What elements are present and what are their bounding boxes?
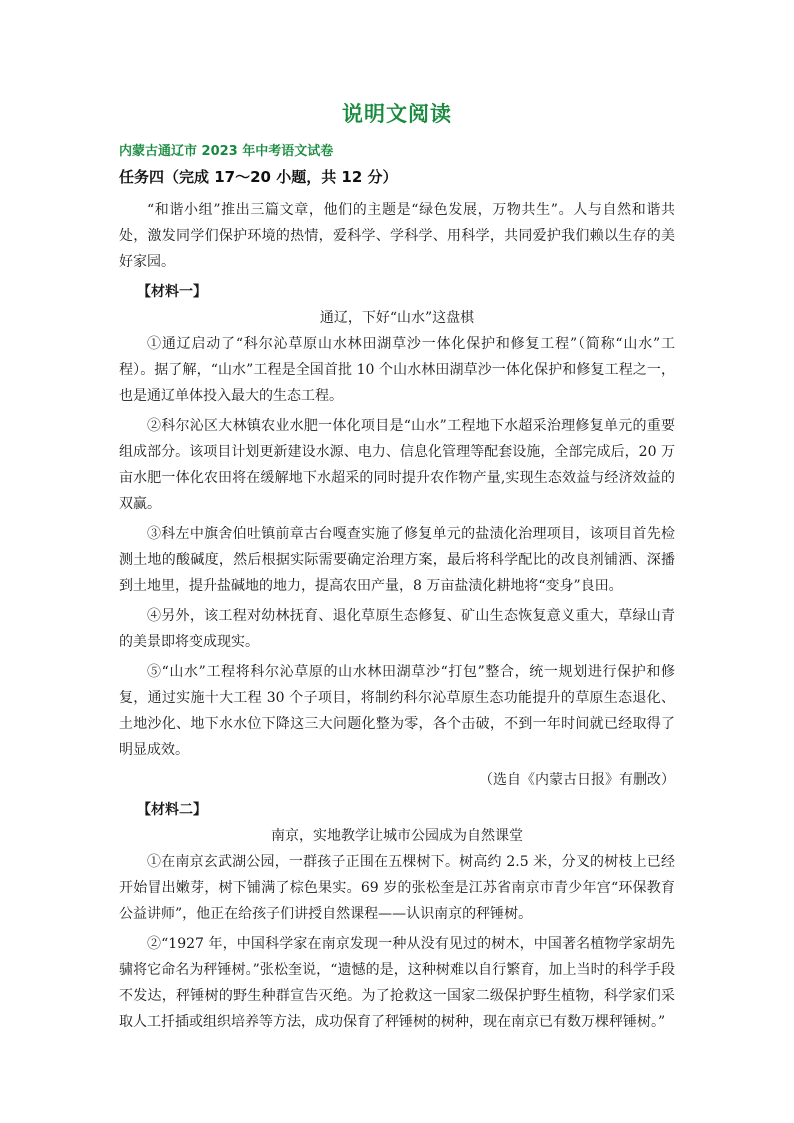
material-one-label: 【材料一】 xyxy=(137,284,207,300)
intro-paragraph: “和谐小组”推出三篇文章，他们的主题是“绿色发展，万物共生”。人与自然和谐共处，激发同学们保护环境的热情，爱科学、学科学、用科学，共同爱护我们赖以生存的美好家园。 xyxy=(119,202,675,270)
paragraph: ④另外，该工程对幼林抚育、退化草原生态修复、矿山生态恢复意义重大，草绿山青的美景即将变成现实。 xyxy=(119,608,675,650)
material-two-label: 【材料二】 xyxy=(137,802,207,818)
paragraph: ②科尔沁区大林镇农业水肥一体化项目是“山水”工程地下水超采治理修复单元的重要组成部分。该项目计划更新建设水源、电力、信息化管理等配套设施，全部完成后，20 万亩水肥一体化农田将在缓解地下水超采的同时提升农作物产量,实现生态效益与经济效益的双赢。 xyxy=(119,418,675,512)
citation: （选自《内蒙古日报》有删改） xyxy=(479,772,675,788)
paragraph: ②“1927 年，中国科学家在南京发现一种从没有见过的树木，中国著名植物学家胡先骕将它命名为秤锤树。”张松奎说，“遗憾的是，这种树难以自行繁育，加上当时的科学手段不发达，秤锤树的野生种群宣告灭绝。为了抢救这一国家二级保护野生植物，科学家们采取人工扦插或组织培养等方法，成功保育了秤锤树的树种，现在南京已有数万棵秤锤树。” xyxy=(119,936,675,1030)
material-two-heading: 南京，实地教学让城市公园成为自然课堂 xyxy=(271,828,523,844)
paragraph: ①在南京玄武湖公园，一群孩子正围在五棵树下。树高约 2.5 米，分叉的树枝上已经开始冒出嫩芽，树下铺满了棕色果实。69 岁的张松奎是江苏省南京市青少年宫“环保教育公益讲师”，他正在给孩子们讲授自然课程——认识南京的秤锤树。 xyxy=(119,854,675,922)
material-one-heading: 通辽，下好“山水”这盘棋 xyxy=(319,310,475,326)
exam-source: 内蒙古通辽市 2023 年中考语文试卷 xyxy=(119,144,334,159)
paragraph: ③科左中旗舍伯吐镇前章古台嘎查实施了修复单元的盐渍化治理项目，该项目首先检测土地的酸碱度，然后根据实际需要确定治理方案，最后将科学配比的改良剂铺洒、深播到土地里，提升盐碱地的地力，提高农田产量，8 万亩盐渍化耕地将“变身”良田。 xyxy=(119,526,675,594)
page-title: 说明文阅读 xyxy=(342,102,452,126)
article-body xyxy=(119,197,675,1035)
paragraph: ⑤“山水”工程将科尔沁草原的山水林田湖草沙“打包”整合，统一规划进行保护和修复，通过实施十大工程 30 个子项目，将制约科尔沁草原生态功能提升的草原生态退化、土地沙化、地下水水位下降这三大问题化整为零，各个击破，不到一年时间就已经取得了明显成效。 xyxy=(119,664,675,758)
task-heading: 任务四（完成 17～20 小题，共 12 分） xyxy=(119,168,398,186)
paragraph: ①通辽启动了“科尔沁草原山水林田湖草沙一体化保护和修复工程”（简称“山水”工程）。据了解，“山水”工程是全国首批 10 个山水林田湖草沙一体化保护和修复工程之一，也是通辽单体投入最大的生态工程。 xyxy=(119,336,675,404)
